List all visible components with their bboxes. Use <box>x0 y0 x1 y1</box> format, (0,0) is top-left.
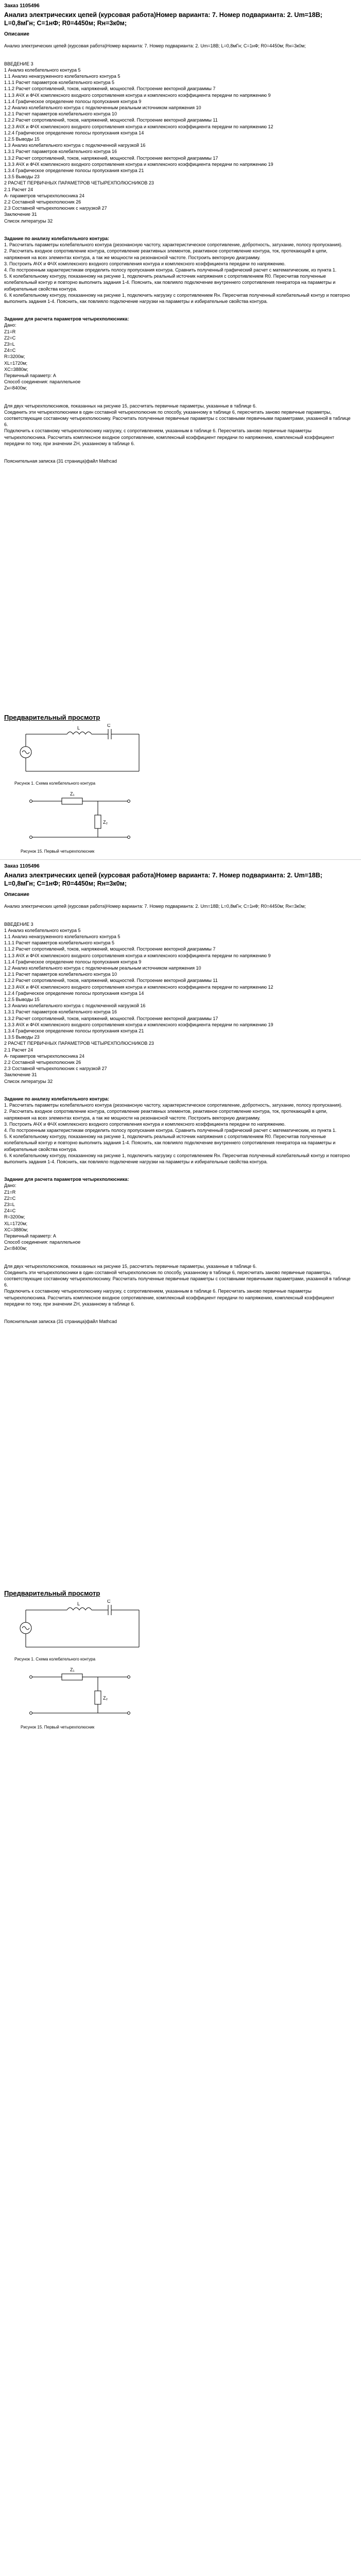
svg-text:C: C <box>107 1600 111 1604</box>
task1-heading: Задание по анализу колебательного контура: <box>4 235 109 241</box>
task2-params: Дано: Z1=R Z2=C Z3=L Z4=C R=3200м; XL=1720м; XC=3880м; Первичный параметр: A Способ соединения: параллельное Zн=8400м; <box>4 323 81 391</box>
caption-figure-1: Рисунок 1. Схема колебательного контура <box>14 781 96 786</box>
task1-heading: Задание по анализу колебательного контура: <box>4 1096 109 1101</box>
svg-text:L: L <box>77 725 80 731</box>
figure-oscillating-circuit <box>10 1600 154 1656</box>
task2-params: Дано: Z1=R Z2=C Z3=L Z4=C R=3200м; XL=1720м; XC=3880м; Первичный параметр: A Способ соединения: параллельное Zн=8400м; <box>4 1183 81 1251</box>
work-title: Анализ электрических цепей (курсовая работа)Номер варианта: 7. Номер подварианта: 2. Um=18В; L=0,8мГн; C=1нФ; R0=4450м; Rн=3к0м; <box>4 11 322 27</box>
caption-figure-15: Рисунок 15. Первый четырехполюсник <box>21 849 95 854</box>
task2-body: Для двух четырехполюсников, показанных на рисунке 15, рассчитать первичные параметры, указанные в таблице 6. Соединить эти четырехполюсники в один составной четырехполюсник по способу, указанному в таблице 6, пересчитать заново первичные параметры, соответствующие составному четырехполюснику. Рассчитать полученные первичные параметры с составными первичными параметрами, указанной в таблице 6. Подключить к составному четырехполюснику нагрузку, с сопротивлением, указанным в таблице 6. Пересчитать заново первичные параметры четырехполюсника. Рассчитать комплексное входное сопротивление, комплексный коэффициент передачи по напряжению, комплексный коэффициент передачи по току, при значении ZH, указанному в таблице 6. <box>4 403 351 446</box>
description-label: Описание <box>4 31 29 38</box>
table-of-contents: ВВЕДЕНИЕ 3 1 Анализ колебательного контура 5 1.1 Анализ ненагруженного колебательного контура 5 1.1.1 Расчет параметров колебательного контура 5 1.1.2 Расчет сопротивлений, токов, напряжений, мощностей. Построение векторной диаграммы 7 1.1.3 АЧХ и ФЧХ комплексного входного сопротивления контура и комплексного коэффициента передачи по напряжению 9 1.1.4 Графическое определение полосы пропускания контура 9 1.2 Анализ колебательного контура с подключенным реальным источником напряжения 10 1.2.1 Расчет параметров колебательного контура 10 1.2.2 Расчет сопротивлений, токов, напряжений, мощностей. Построение векторной диаграммы 11 1.2.3 АЧХ и ФЧХ комплексного входного сопротивления контура и комплексного коэффициента передачи по напряжению 12 1.2.4 Графическое определение полосы пропускания контура 14 1.2.5 Выводы 15 1.3 Анализ колебательного контура с подключенной нагрузкой 16 1.3.1 Расчет параметров колебательного контура 16 1.3.2 Расчет сопротивлений, токов, напряжений, мощностей. Построение векторной диаграммы 17 1.3.3 АЧХ и ФЧХ комплексного входного сопротивления контура и комплексного коэффициента передачи по напряжению 19 1.3.4 Графическое определение полосы пропускания контура 21 1.3.5 Выводы 23 2 РАСЧЕТ ПЕРВИЧНЫХ ПАРАМЕТРОВ ЧЕТЫРЕХПОЛЮСНИКОВ 23 2.1 Расчет 24 A- параметров четырехполюсника 24 2.2 Составной четырехполюсник 26 2.3 Составной четырехполюсник с нагрузкой 27 Заключение 31 Список литературы 32 <box>4 61 273 224</box>
listing-2 <box>4 863 354 1325</box>
figure-four-terminal-network <box>21 788 144 848</box>
svg-text:Z₂: Z₂ <box>103 1696 108 1701</box>
footnote: Пояснительная записка (31 страница)файл Mathcad <box>4 458 117 464</box>
task2-body: Для двух четырехполюсников, показанных на рисунке 15, рассчитать первичные параметры, указанные в таблице 6. Соединить эти четырехполюсники в один составной четырехполюсник по способу, указанному в таблице 6, пересчитать заново первичные параметры, соответствующие составному четырехполюснику. Рассчитать полученные первичные параметры с составными первичными параметрами, указанной в таблице 6. Подключить к составному четырехполюснику нагрузку, с сопротивлением, указанным в таблице 6. Пересчитать заново первичные параметры четырехполюсника. Рассчитать комплексное входное сопротивление, комплексный коэффициент передачи по напряжению, комплексный коэффициент передачи по току, при значении ZH, указанному в таблице 6. <box>4 1263 351 1307</box>
preview-heading: Предварительный просмотр <box>4 1589 100 1597</box>
footnote: Пояснительная записка (31 страница)файл Mathcad <box>4 1318 117 1324</box>
svg-text:C: C <box>107 724 111 728</box>
task2-heading: Задание для расчета параметров четырехполюсника: <box>4 1177 129 1182</box>
listing-1 <box>4 3 354 464</box>
table-of-contents: ВВЕДЕНИЕ 3 1 Анализ колебательного контура 5 1.1 Анализ ненагруженного колебательного контура 5 1.1.1 Расчет параметров колебательного контура 5 1.1.2 Расчет сопротивлений, токов, напряжений, мощностей. Построение векторной диаграммы 7 1.1.3 АЧХ и ФЧХ комплексного входного сопротивления контура и комплексного коэффициента передачи по напряжению 9 1.1.4 Графическое определение полосы пропускания контура 9 1.2 Анализ колебательного контура с подключенным реальным источником напряжения 10 1.2.1 Расчет параметров колебательного контура 10 1.2.2 Расчет сопротивлений, токов, напряжений, мощностей. Построение векторной диаграммы 11 1.2.3 АЧХ и ФЧХ комплексного входного сопротивления контура и комплексного коэффициента передачи по напряжению 12 1.2.4 Графическое определение полосы пропускания контура 14 1.2.5 Выводы 15 1.3 Анализ колебательного контура с подключенной нагрузкой 16 1.3.1 Расчет параметров колебательного контура 16 1.3.2 Расчет сопротивлений, токов, напряжений, мощностей. Построение векторной диаграммы 17 1.3.3 АЧХ и ФЧХ комплексного входного сопротивления контура и комплексного коэффициента передачи по напряжению 19 1.3.4 Графическое определение полосы пропускания контура 21 1.3.5 Выводы 23 2 РАСЧЕТ ПЕРВИЧНЫХ ПАРАМЕТРОВ ЧЕТЫРЕХПОЛЮСНИКОВ 23 2.1 Расчет 24 A- параметров четырехполюсника 24 2.2 Составной четырехполюсник 26 2.3 Составной четырехполюсник с нагрузкой 27 Заключение 31 Список литературы 32 <box>4 921 273 1084</box>
svg-text:Z₁: Z₁ <box>70 791 75 796</box>
task2-heading: Задание для расчета параметров четырехполюсника: <box>4 316 129 322</box>
intro-paragraph: Анализ электрических цепей (курсовая работа)Номер варианта: 7. Номер подварианта: 2. Um=18В; L=0,8мГн; C=1нФ; R0=4450м; Rн=3к0м; <box>4 904 306 909</box>
order-number: Заказ 1105496 <box>4 863 40 869</box>
intro-paragraph: Анализ электрических цепей (курсовая работа)Номер варианта: 7. Номер подварианта: 2. Um=18В; L=0,8мГн; C=1нФ; R0=4450м; Rн=3к0м; <box>4 43 306 49</box>
figure-four-terminal-network <box>21 1664 144 1723</box>
work-title: Анализ электрических цепей (курсовая работа)Номер варианта: 7. Номер подварианта: 2. Um=18В; L=0,8мГн; C=1нФ; R0=4450м; Rн=3к0м; <box>4 872 322 887</box>
listing-divider <box>0 859 361 860</box>
svg-text:L: L <box>77 1601 80 1606</box>
order-number: Заказ 1105496 <box>4 3 40 9</box>
preview-heading: Предварительный просмотр <box>4 714 100 721</box>
figure-oscillating-circuit <box>10 724 154 781</box>
svg-text:Z₁: Z₁ <box>70 1667 75 1672</box>
caption-figure-1: Рисунок 1. Схема колебательного контура <box>14 1657 96 1662</box>
task1-body: 1. Рассчитать параметры колебательного контура (резонансную частоту, характеристическое сопротивление, добротность, затухание, полосу пропускания). 2. Рассчитать входное сопротивление контура, сопротивление реактивных элементов, реактивное сопротивление контура, ток, протекающий в цепи, напряжения на всех элементах контура, а так же мощности на резонансной частоте. Построить векторную диаграмму. 3. Построить АЧХ и ФЧХ комплексного входного сопротивления контура и комплексного коэффициента передачи по напряжению. 4. По построенным характеристикам определить полосу пропускания контура. Сравнить полученный графический расчет с математическим, из пункта 1. 5. К колебательному контуру, показанному на рисунке 1, подключить реальный источник напряжения с сопротивлением R0. Пересчитав полученные колебательный контур и повторно выполнить задания 1-4. Пояснить, как повлияло подключение внутреннего сопротивления генератора на параметры и избирательные свойства контура. 6. К колебательному контуру, показанному на рисунке 1, подключить нагрузку с сопротивлением Rн. Пересчитав полученный колебательный контур и повторно выполнить задания 1-4. Пояснить, как повлияло подключение нагрузки на параметры и избирательные свойства контура. <box>4 1103 350 1164</box>
description-label: Описание <box>4 892 29 898</box>
svg-text:Z₂: Z₂ <box>103 820 108 825</box>
caption-figure-15: Рисунок 15. Первый четырехполюсник <box>21 1725 95 1730</box>
task1-body: 1. Рассчитать параметры колебательного контура (резонансную частоту, характеристическое сопротивление, добротность, затухание, полосу пропускания). 2. Рассчитать входное сопротивление контура, сопротивление реактивных элементов, реактивное сопротивление контура, ток, протекающий в цепи, напряжения на всех элементах контура, а так же мощности на резонансной частоте. Построить векторную диаграмму. 3. Построить АЧХ и ФЧХ комплексного входного сопротивления контура и комплексного коэффициента передачи по напряжению. 4. По построенным характеристикам определить полосу пропускания контура. Сравнить полученный графический расчет с математическим, из пункта 1. 5. К колебательному контуру, показанному на рисунке 1, подключить реальный источник напряжения с сопротивлением R0. Пересчитав полученные колебательный контур и повторно выполнить задания 1-4. Пояснить, как повлияло подключение внутреннего сопротивления генератора на параметры и избирательные свойства контура. 6. К колебательному контуру, показанному на рисунке 1, подключить нагрузку с сопротивлением Rн. Пересчитав полученный колебательный контур и повторно выполнить задания 1-4. Пояснить, как повлияло подключение нагрузки на параметры и избирательные свойства контура. <box>4 242 350 304</box>
